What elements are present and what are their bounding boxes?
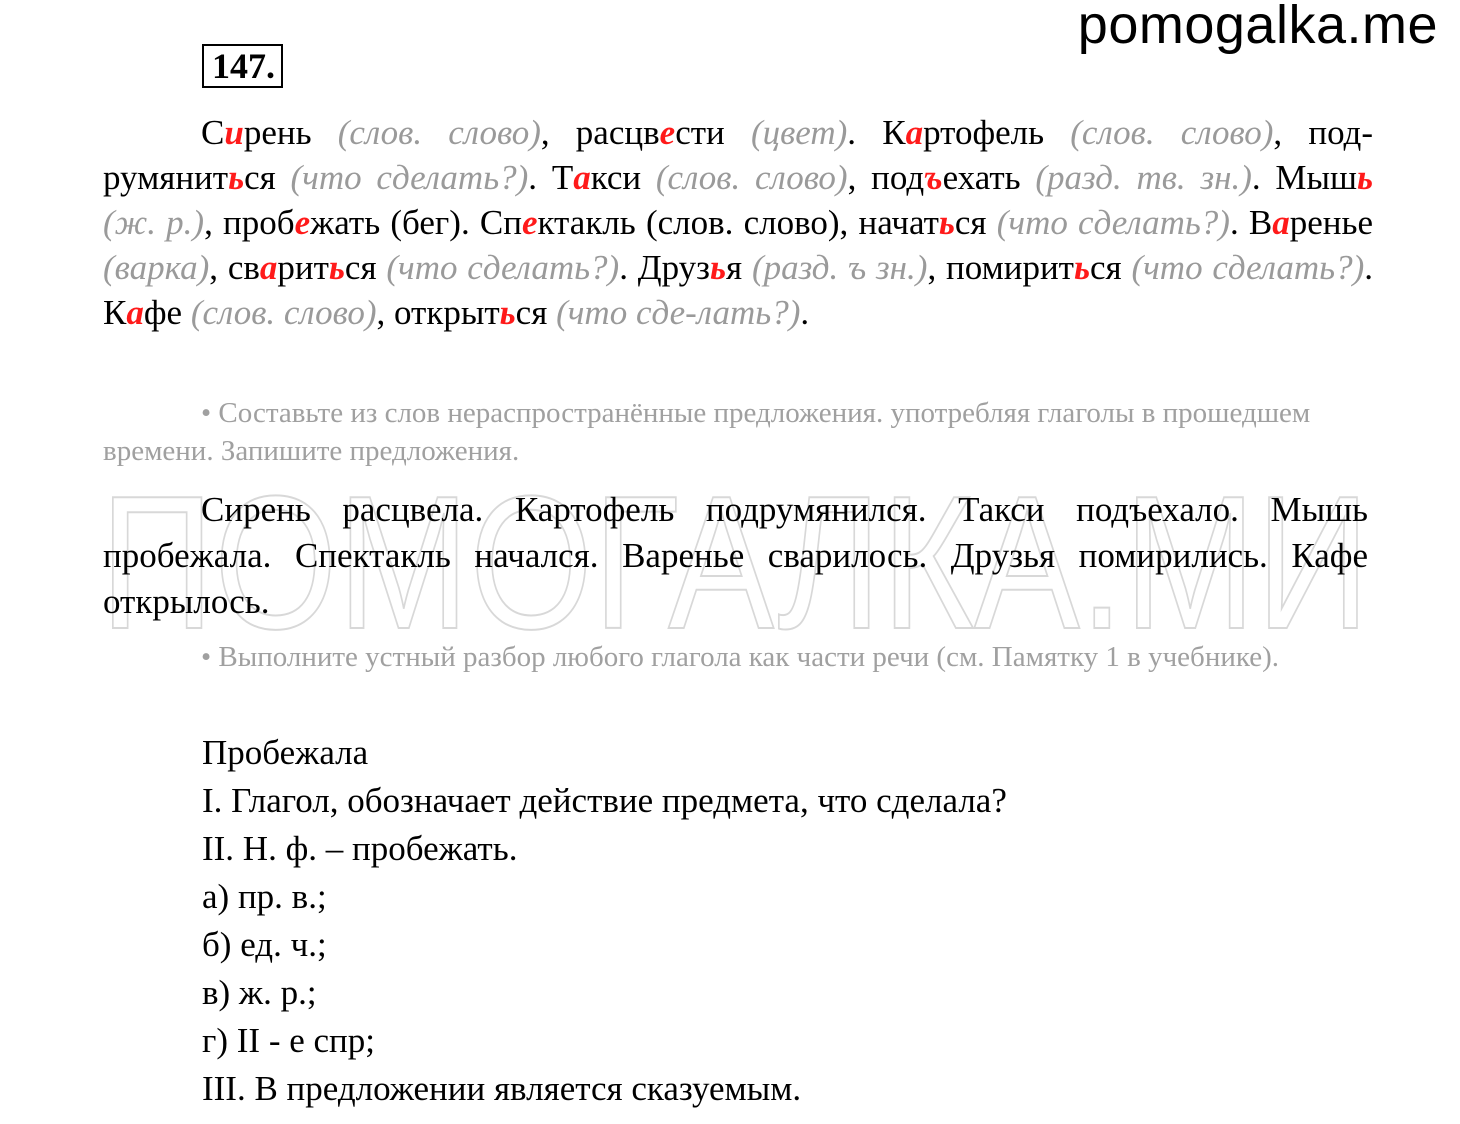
analysis-line: Пробежала [202, 733, 369, 772]
highlighted-letter: ь [228, 158, 245, 197]
hint-note: (слов. слово) [1070, 113, 1274, 152]
text-segment: . Т [528, 158, 574, 197]
highlighted-letter: ъ [924, 158, 943, 197]
text-segment: . В [1229, 203, 1273, 242]
highlighted-letter: а [1272, 203, 1290, 242]
highlighted-letter: ь [1357, 158, 1374, 197]
hint-note: (что сделать?) [290, 158, 529, 197]
task-instruction-2: • Выполните устный разбор любого глагола как части речи (см. Памятку 1 в учебнике). [201, 641, 1279, 673]
highlighted-letter: а [126, 293, 144, 332]
hint-note: (слов. слово) [190, 293, 377, 332]
analysis-line: в) ж. р.; [202, 973, 317, 1012]
hint-note: (что сделать?) [1131, 248, 1365, 287]
analysis-line: б) ед. ч.; [202, 925, 327, 964]
text-segment: , помирит [927, 248, 1074, 287]
hint-note: (что сделать?) [386, 248, 620, 287]
text-segment: сти [675, 113, 751, 152]
verb-analysis [202, 729, 1007, 1113]
hint-note: (ж. р.) [103, 203, 205, 242]
text-segment: , св [209, 248, 260, 287]
hint-note: (что сде-лать?) [556, 293, 801, 332]
highlighted-letter: и [224, 113, 244, 152]
text-segment: , под [847, 158, 925, 197]
site-logo: pomogalka.me [1077, 0, 1438, 55]
highlighted-letter: ь [328, 248, 345, 287]
hint-note: (разд. тв. зн.) [1035, 158, 1252, 197]
exercise-number: 147. [202, 44, 283, 88]
hint-note: (разд. ъ зн.) [751, 248, 928, 287]
text-segment: ртофель [923, 113, 1071, 152]
highlighted-letter: ь [938, 203, 955, 242]
highlighted-letter: а [905, 113, 924, 152]
text-segment: ктакль (слов. слово), начат [537, 203, 939, 242]
analysis-line: III. В предложении является сказуемым. [202, 1069, 802, 1108]
text-segment: , проб [204, 203, 295, 242]
highlighted-letter: е [521, 203, 538, 242]
text-segment: . К [103, 248, 1374, 332]
text-segment: я [726, 248, 752, 287]
text-segment: . К [847, 113, 906, 152]
analysis-line: I. Глагол, обозначает действие предмета, что сделала? [202, 781, 1007, 820]
analysis-line: II. Н. ф. – пробежать. [202, 829, 518, 868]
text-segment: кси [590, 158, 656, 197]
text-segment: , расцв [540, 113, 660, 152]
highlighted-letter: е [659, 113, 676, 152]
text-segment: ся [244, 158, 291, 197]
highlighted-letter: е [294, 203, 311, 242]
text-segment: С [201, 113, 225, 152]
exercise-text [103, 110, 1373, 335]
text-segment: , открыт [376, 293, 500, 332]
text-segment: рень [243, 113, 338, 152]
highlighted-letter: а [573, 158, 591, 197]
task-instruction-1: • Составьте из слов нераспространённые предложения. употребляя глаголы в прошедшем времени. Запишите предложения. [103, 397, 1311, 467]
text-segment: жать (бег). Сп [310, 203, 522, 242]
text-segment: . Друз [619, 248, 711, 287]
text-segment: . [800, 293, 810, 332]
text-segment: ренье [1289, 203, 1373, 242]
highlighted-letter: а [259, 248, 278, 287]
text-segment: ся [954, 203, 997, 242]
text-segment: ся [344, 248, 387, 287]
hint-note: (варка) [103, 248, 210, 287]
text-segment: фе [143, 293, 191, 332]
analysis-line: а) пр. в.; [202, 877, 327, 916]
text-segment: рит [277, 248, 329, 287]
hint-note: (слов. слово) [655, 158, 848, 197]
highlighted-letter: ь [499, 293, 516, 332]
highlighted-letter: ь [710, 248, 727, 287]
text-segment: ехать [942, 158, 1036, 197]
text-segment: ся [515, 293, 557, 332]
hint-note: (цвет) [750, 113, 848, 152]
text-segment: ся [1089, 248, 1132, 287]
highlighted-letter: ь [1073, 248, 1090, 287]
text-segment: . Мыш [1251, 158, 1358, 197]
watermark-text: ПОМОГАЛКА.МИ [100, 478, 1370, 658]
hint-note: (что сделать?) [996, 203, 1230, 242]
hint-note: (слов. слово) [337, 113, 541, 152]
analysis-line: г) II - е спр; [202, 1021, 376, 1060]
text-segment: , под-румянит [103, 113, 1374, 197]
answer-sentences: Сирень расцвела. Картофель подрумянился. Такси подъехало. Мышь пробежала. Спектакль начался. Варенье сварилось. Друзья помирились. Кафе открылось. [103, 490, 1368, 621]
